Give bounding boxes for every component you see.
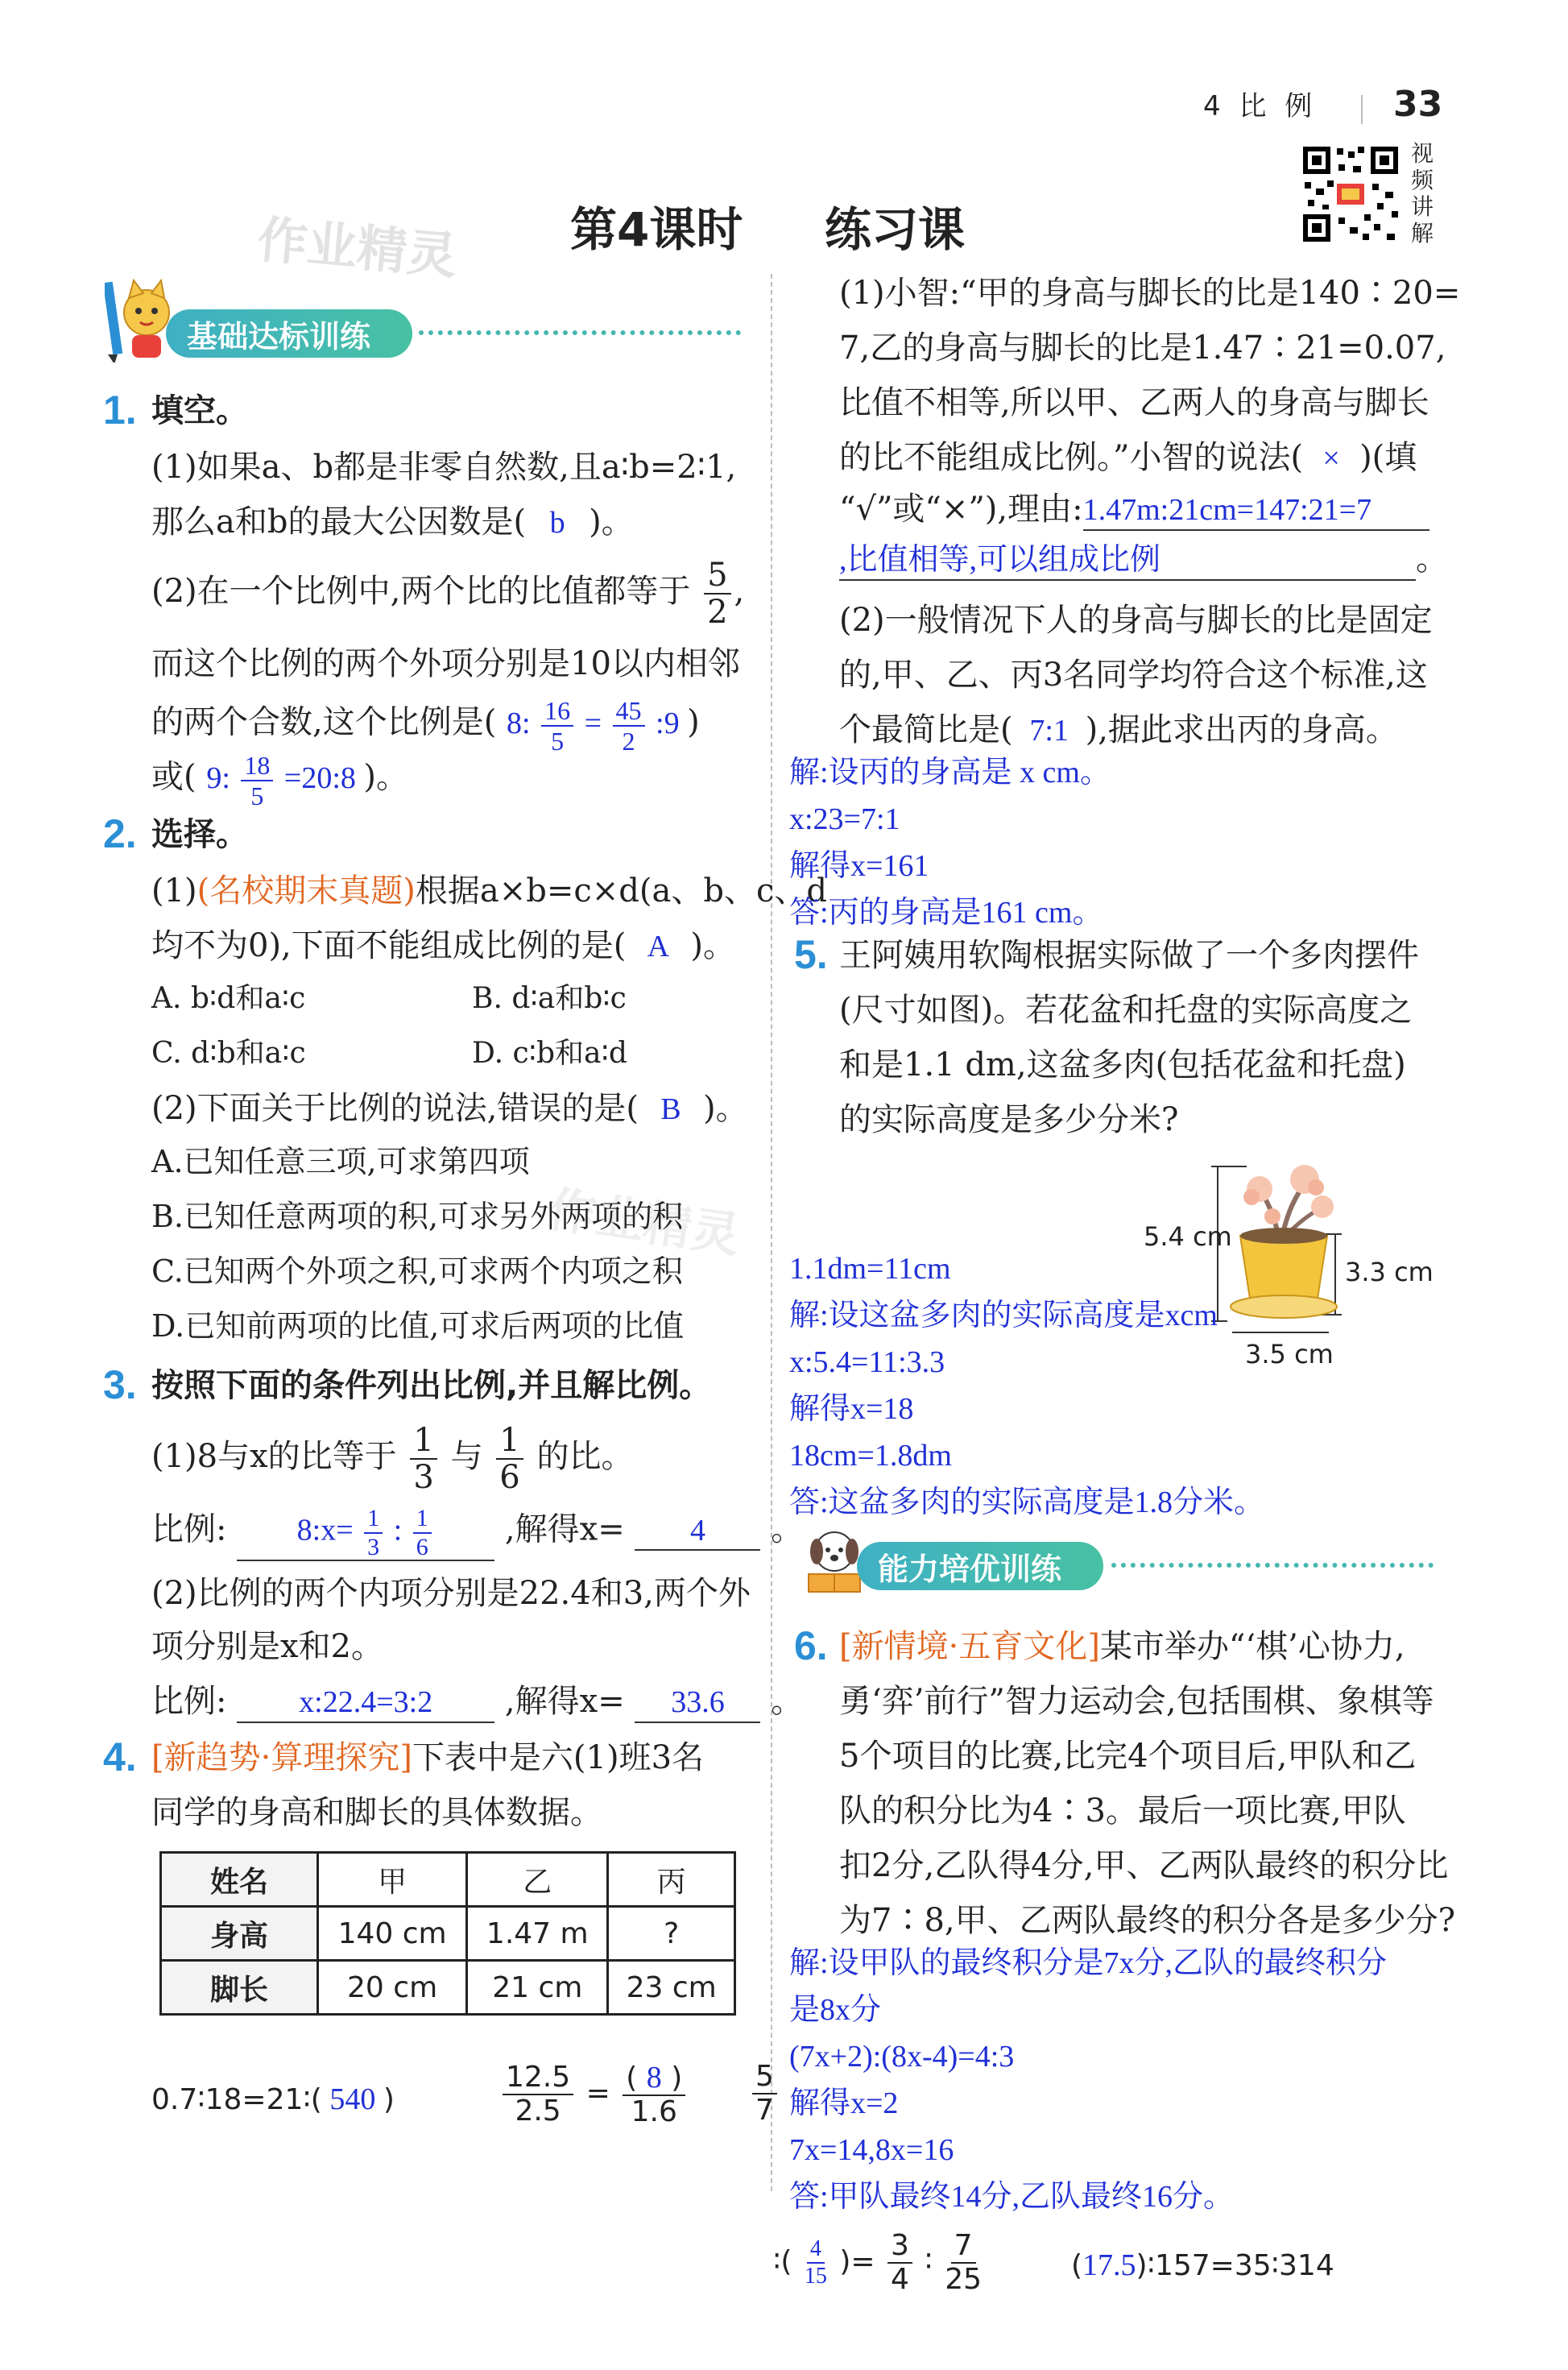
footer-a-answer: 540 <box>329 2082 376 2116</box>
table-cell: 23 cm <box>608 1961 735 2015</box>
q6-line5: 扣2分,乙队得4分,甲、乙两队最终的积分比 <box>839 1847 1449 1884</box>
height-foot-table <box>159 1851 736 2016</box>
section-dots <box>419 330 741 340</box>
q2-number: 2. <box>103 811 137 856</box>
q4-reason-answer: 1.47m:21cm=147:21=7 <box>1083 492 1429 531</box>
q1-heading: 填空。 <box>151 392 248 429</box>
q2-option-a: A. b∶d和a∶c <box>151 982 306 1015</box>
q1-p2-line2: 而这个比例的两个外项分别是10以内相邻 <box>151 645 740 682</box>
q2-p2: (2)下面关于比例的说法,错误的是( B )。 <box>151 1090 748 1127</box>
table-cell: 1.47 m <box>467 1907 608 1961</box>
q4-line1: [新趋势·算理探究]下表中是六(1)班3名 <box>151 1739 705 1776</box>
dim-pot-height: 3.3 cm <box>1345 1257 1434 1287</box>
footer-proportion-e: (17.5)∶157=35∶314 <box>1071 2248 1334 2282</box>
page-number: 33 <box>1393 84 1443 125</box>
q4-r9: 个最简比是( 7:1 ),据此求出丙的身高。 <box>839 711 1398 748</box>
q6-number: 6. <box>794 1623 828 1668</box>
q4-judgement-answer: × <box>1322 441 1340 475</box>
q5-solution: 1.1dm=11cm 解:设这盆多肉的实际高度是xcm x:5.4=11:3.3 解得x=18 18cm=1.8dm 答:这盆多肉的实际高度是1.8分米。 <box>789 1252 1265 1519</box>
table-cell: 脚长 <box>161 1961 318 2015</box>
q1-p2-line3: 的两个合数,这个比例是( 8: $\frac{16}{5}$ = $\frac{45}{2}$ :9 ) <box>151 696 700 756</box>
footer-fraction-fragment: $\frac{5}{7}$ <box>749 2062 780 2125</box>
q4-r8: 的,甲、乙、丙3名同学均符合这个标准,这 <box>839 657 1428 694</box>
q2-p1-line2: 均不为0),下面不能组成比例的是( A )。 <box>151 927 735 964</box>
q4-number: 4. <box>103 1734 137 1780</box>
footer-proportion-d: ∶( $\frac{4}{15}$ )= $\frac{3}{4}$ ∶ $\frac{7}{25}$ <box>773 2229 982 2296</box>
q4-r7: (2)一般情况下人的身高与脚长的比是固定 <box>839 602 1433 639</box>
q3-p2-proportion: x:22.4=3:2 <box>237 1684 494 1723</box>
footer-proportion-a: 0.7∶18=21∶( 540 ) <box>151 2082 395 2119</box>
video-label: 视 频 讲 解 <box>1411 140 1434 247</box>
q2-p2-answer: B <box>660 1092 681 1126</box>
q1-p2-line1: (2)在一个比例中,两个比的比值都等于 $\frac{5}{2}$ , <box>151 557 745 631</box>
q2-option-c: C. d∶b和a∶c <box>151 1037 306 1070</box>
q3-number: 3. <box>103 1362 137 1407</box>
q5-line1: 王阿姨用软陶根据实际做了一个多肉摆件 <box>839 937 1419 974</box>
q2-p1-line1: (1)(名校期末真题)根据a×b=c×d(a、b、c、d <box>151 872 827 909</box>
q2-option-b: B. d∶a和b∶c <box>472 982 627 1015</box>
q6-line6: 为7∶8,甲、乙两队最终的积分各是多少分? <box>839 1902 1456 1939</box>
table-row <box>161 1961 735 2015</box>
q4-r3: 比值不相等,所以甲、乙两人的身高与脚长 <box>839 384 1429 421</box>
section-basic-pill: 基础达标训练 <box>166 309 412 358</box>
table-cell: 20 cm <box>318 1961 467 2015</box>
q6-line2: 勇‘弈’前行”智力运动会,包括围棋、象棋等 <box>839 1683 1434 1720</box>
q3-p1-answer-row: 比例: 8:x= $\frac{1}{3}$ : $\frac{1}{6}$ ,解得x= 4 。 <box>151 1505 804 1560</box>
q4-r6: ,比值相等,可以组成比例 。 <box>839 540 1448 581</box>
q4-solution: 解:设丙的身高是 x cm。 x:23=7:1 解得x=161 答:丙的身高是161 cm。 <box>789 756 1111 930</box>
q2-option2-d: D.已知前两项的比值,可求后两项的比值 <box>151 1308 685 1344</box>
watermark: 作业精灵 <box>254 209 460 286</box>
q3-p2-line2: 项分别是x和2。 <box>151 1628 384 1665</box>
header-divider <box>1361 95 1363 124</box>
q1-p1-line2: 那么a和b的最大公因数是( b )。 <box>151 503 634 541</box>
q4-r2: 7,乙的身高与脚长的比是1.47∶21=0.07, <box>839 329 1446 367</box>
footer-proportion-b: $\frac{12.5}{2.5}$ = $\frac{( 8 )}{1.6}$ <box>499 2062 689 2127</box>
table-cell: 140 cm <box>318 1907 467 1961</box>
chapter-label: 4 比 例 <box>1203 90 1318 122</box>
q2-option2-c: C.已知两个外项之积,可求两个内项之积 <box>151 1253 683 1289</box>
table-row <box>161 1907 735 1961</box>
q3-p1-x: 4 <box>635 1513 760 1552</box>
q2-option2-a: A.已知任意三项,可求第四项 <box>151 1144 530 1179</box>
q6-solution: 解:设甲队的最终积分是7x分,乙队的最终积分 是8x分 (7x+2):(8x-4)=4:3 解得x=2 7x=14,8x=16 答:甲队最终14分,乙队最终16分。 <box>789 1946 1388 2214</box>
q1-p2-answer1: 8: $\frac{16}{5}$ = $\frac{45}{2}$ :9 <box>507 696 680 756</box>
dim-width: 3.5 cm <box>1245 1339 1334 1369</box>
q5-line2: (尺寸如图)。若花盆和托盘的实际高度之 <box>839 992 1413 1029</box>
q3-p1: (1)8与x的比等于 $\frac{1}{3}$ 与 $\frac{1}{6}$ 的比。 <box>151 1422 634 1496</box>
q6-line1: [新情境·五育文化]某市举办“‘棋’心协力, <box>839 1628 1405 1665</box>
table-header-row <box>161 1853 735 1907</box>
q1-number: 1. <box>103 387 137 433</box>
q4-reason-answer-2: ,比值相等,可以组成比例 <box>839 542 1416 581</box>
qr-code-icon[interactable] <box>1300 143 1401 245</box>
lesson-subtitle: 练习课 <box>825 202 966 257</box>
table-cell: 丙 <box>608 1853 735 1907</box>
q1-p1-line1: (1)如果a、b都是非零自然数,且a∶b=2∶1, <box>151 449 737 486</box>
q3-p1-proportion: 8:x= $\frac{1}{3}$ : $\frac{1}{6}$ <box>237 1506 494 1561</box>
watermark-mid: 作业精灵 <box>544 1181 744 1265</box>
q5-line4: 的实际高度是多少分米? <box>839 1101 1179 1138</box>
q2-option2-b: B.已知任意两项的积,可求另外两项的积 <box>151 1199 684 1234</box>
q2-heading: 选择。 <box>151 816 248 853</box>
q3-p2-answer-row: 比例: x:22.4=3:2 ,解得x= 33.6 。 <box>151 1682 803 1723</box>
q1-p1-answer: b <box>549 506 565 540</box>
table-cell: 21 cm <box>467 1961 608 2015</box>
q4-r1: (1)小智:“甲的身高与脚长的比是140∶20= <box>839 275 1461 312</box>
dim-total-height: 5.4 cm <box>1144 1221 1232 1252</box>
q3-p2-x: 33.6 <box>635 1684 760 1723</box>
q4-ratio-answer: 7:1 <box>1029 714 1069 748</box>
q1-p2-line4: 或( 9: $\frac{18}{5}$ =20:8 )。 <box>151 751 408 810</box>
q3-heading: 按照下面的条件列出比例,并且解比例。 <box>151 1367 712 1404</box>
column-divider <box>771 274 772 2191</box>
q1-fraction: $\frac{5}{2}$ <box>704 559 730 628</box>
table-cell: 身高 <box>161 1907 318 1961</box>
table-cell: 乙 <box>467 1853 608 1907</box>
lesson-title: 第4课时 <box>570 202 743 257</box>
footer-b-answer-fraction: $\frac{( 8 )}{1.6}$ <box>623 2062 685 2127</box>
q4-r5: “√”或“×”),理由:1.47m:21cm=147:21=7 <box>839 490 1429 531</box>
section-ability-pill: 能力培优训练 <box>857 1542 1103 1590</box>
table-cell: ? <box>608 1907 735 1961</box>
q4-r4: 的比不能组成比例。”小智的说法( × )(填 <box>839 439 1417 476</box>
q5-line3: 和是1.1 dm,这盆多肉(包括花盆和托盘) <box>839 1046 1406 1083</box>
q6-line4: 队的积分比为4∶3。最后一项比赛,甲队 <box>839 1792 1406 1829</box>
q2-p1-answer: A <box>647 930 670 963</box>
q2-option-d: D. c∶b和a∶d <box>472 1037 627 1070</box>
footer-e-answer: 17.5 <box>1082 2248 1136 2282</box>
q1-p2-answer2: 9: $\frac{18}{5}$ =20:8 <box>206 751 356 810</box>
table-cell: 甲 <box>318 1853 467 1907</box>
q4-line2: 同学的身高和脚长的具体数据。 <box>151 1794 602 1831</box>
q3-p2-line1: (2)比例的两个内项分别是22.4和3,两个外 <box>151 1575 751 1612</box>
q5-number: 5. <box>794 932 828 977</box>
table-cell: 姓名 <box>161 1853 318 1907</box>
section-dots <box>1111 1563 1434 1572</box>
q6-line3: 5个项目的比赛,比完4个项目后,甲队和乙 <box>839 1738 1417 1775</box>
cat-pencil-icon <box>105 274 177 363</box>
